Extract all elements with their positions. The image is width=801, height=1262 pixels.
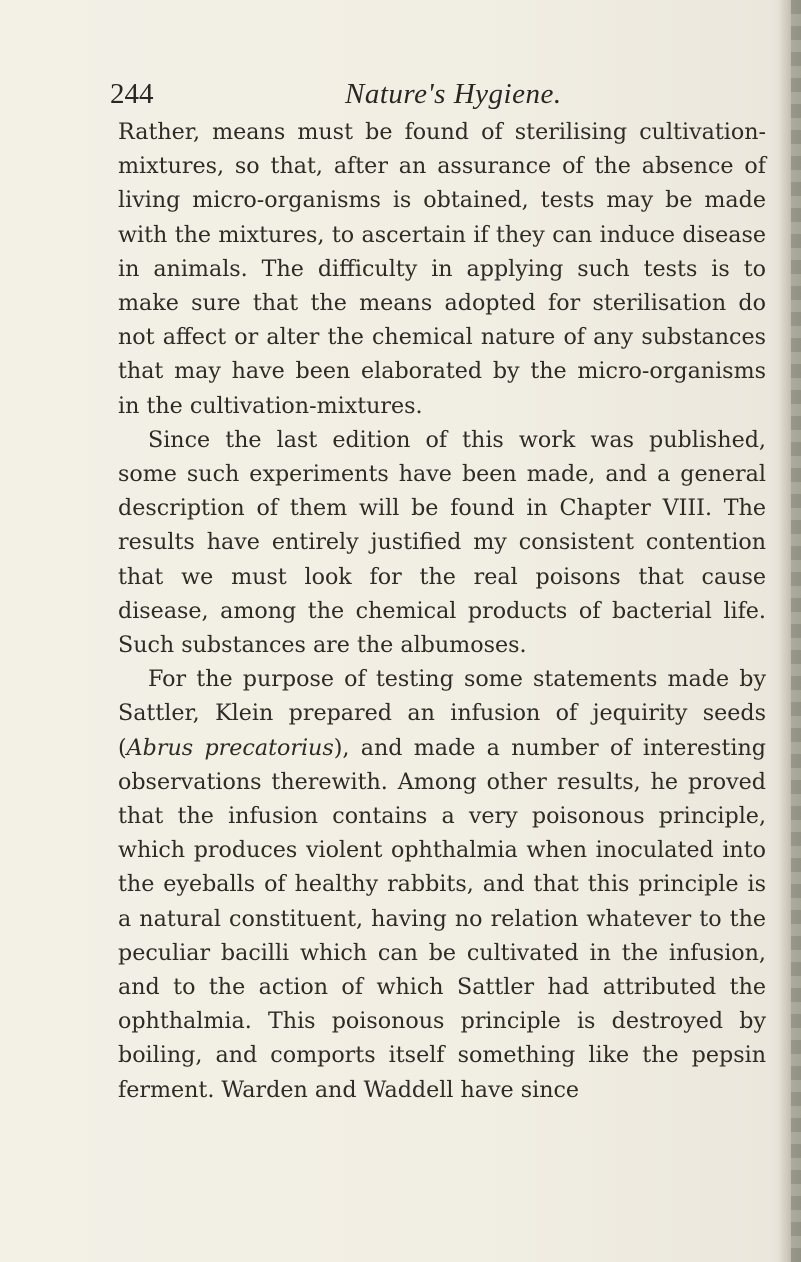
paragraph-3 [118,662,766,1107]
page-header [110,78,760,118]
running-title: Nature's Hygiene. [345,78,562,110]
species-name: Abrus precatorius [126,734,334,761]
body-text [118,115,766,1107]
paragraph-3-text-a: For the purpose of testing some statements made by Sattler, Klein prepared an infusion of jequirity seeds ( [118,666,766,761]
page-number: 244 [110,78,154,110]
paragraph-2: Since the last edition of this work was published, some such experiments have been made, and a general description of them will be found in Chapter VIII. The results have entirely justified my consistent contention that we must look for the real poisons that cause disease, among the chemical products of bacterial life. Such substances are the albumoses. [118,426,766,659]
page-edge-strip [791,0,801,1262]
paragraph-3-text-b: ), and made a number of interesting observations therewith. Among other results, he proved that the infusion contains a very poisonous principle, which produces violent ophthalmia when inoculated into the eyeballs of healthy rabbits, and that this principle is a natural constituent, having no relation whatever to the peculiar bacilli which can be cultivated in the infusion, and to the action of which Sattler had attributed the ophthalmia. This poisonous principle is destroyed by boiling, and comports itself something like the pepsin ferment. Warden and Waddell have since [118,734,766,1103]
paragraph-1: Rather, means must be found of sterilising cultivation-mixtures, so that, after an assurance of the absence of living micro-organisms is obtained, tests may be made with the mixtures, to ascertain if they can induce disease in animals. The difficulty in applying such tests is to make sure that the means adopted for sterilisation do not affect or alter the chemical nature of any substances that may have been elaborated by the micro-organisms in the cultivation-mixtures. [118,119,766,419]
